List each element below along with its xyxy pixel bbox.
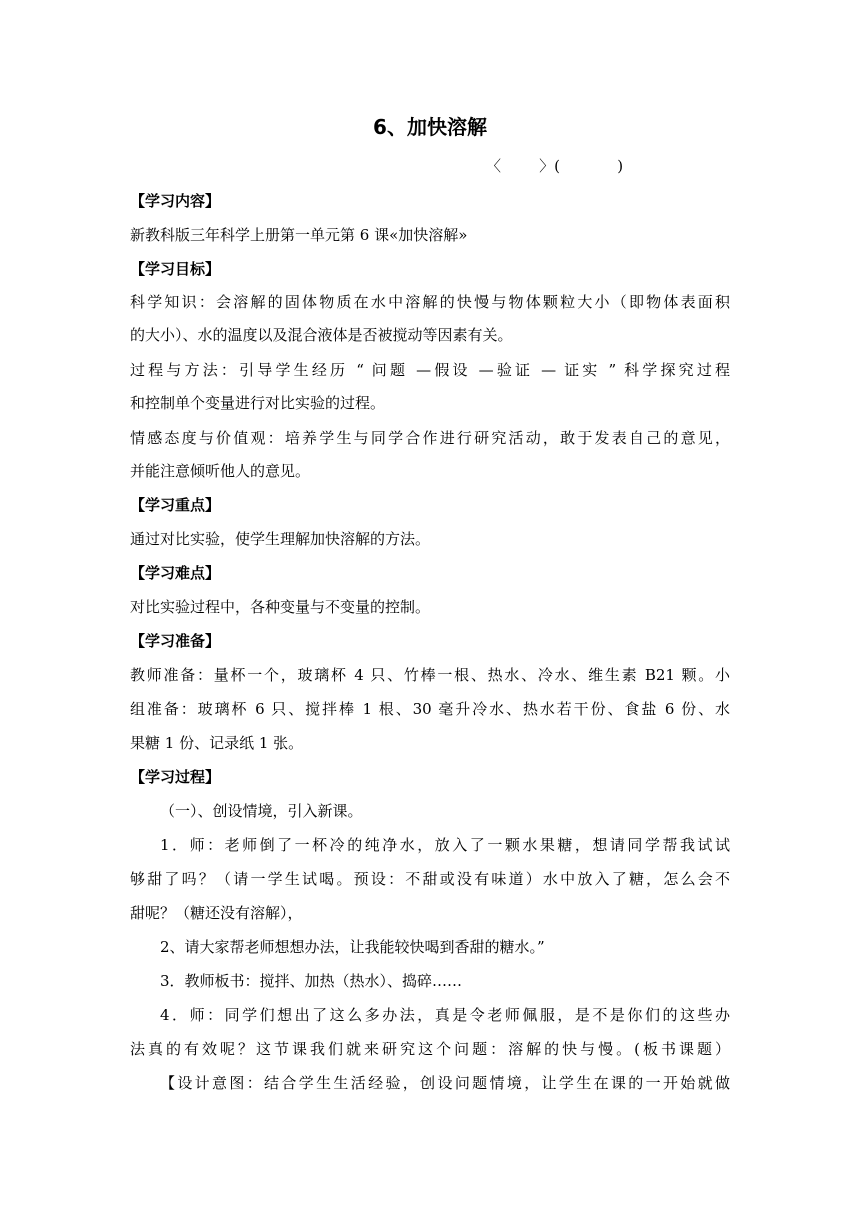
heading-key-points: 【学习重点】 [130, 496, 221, 514]
key-points-text: 通过对比实验，使学生理解加快溶解的方法。 [130, 530, 431, 548]
goals-line: 的大小）、水的温度以及混合液体是否被搅动等因素有关。 [130, 326, 513, 344]
heading-difficulties: 【学习难点】 [130, 564, 221, 582]
class-info-line: 〈 〉( ) [486, 157, 624, 175]
process-line: 够甜了吗？（请一学生试喝。预设：不甜或没有味道）水中放入了糖，怎么会不 [130, 870, 730, 888]
heading-preparation: 【学习准备】 [130, 632, 221, 650]
process-line: 4．师：同学们想出了这么多办法，真是令老师佩服，是不是你们的这些办 [160, 1006, 730, 1024]
heading-goals: 【学习目标】 [130, 260, 221, 278]
goals-line: 过程与方法：引导学生经历 “ 问题 —假设 —验证 — 证实 ” 科学探究过程 [130, 361, 730, 379]
process-line: 1．师：老师倒了一杯冷的纯净水，放入了一颗水果糖，想请同学帮我试试 [160, 836, 730, 854]
preparation-line: 果糖 1 份、记录纸 1 张。 [130, 734, 304, 752]
heading-content: 【学习内容】 [130, 192, 221, 210]
content-text: 新教科版三年科学上册第一单元第 6 课«加快溶解» [130, 226, 468, 244]
goals-line: 情感态度与价值观：培养学生与同学合作进行研究活动，敢于发表自己的意见， [130, 429, 730, 447]
page-title: 6、加快溶解 [373, 115, 487, 139]
heading-process: 【学习过程】 [130, 768, 221, 786]
process-line: 2、请大家帮老师想想办法，让我能较快喝到香甜的糖水。” [160, 938, 545, 956]
goals-line: 并能注意倾听他人的意见。 [130, 462, 311, 480]
process-line: （一）、创设情境，引入新课。 [160, 802, 363, 820]
process-line: 法真的有效呢？这节课我们就来研究这个问题：溶解的快与慢。(板书课题） [130, 1040, 730, 1058]
goals-line: 和控制单个变量进行对比实验的过程。 [130, 394, 386, 412]
difficulties-text: 对比实验过程中，各种变量与不变量的控制。 [130, 598, 431, 616]
preparation-line: 组准备：玻璃杯 6 只、搅拌棒 1 根、30 毫升冷水、热水若干份、食盐 6 份、水 [130, 700, 730, 718]
process-line: 【设计意图：结合学生生活经验，创设问题情境，让学生在课的一开始就做 [160, 1074, 730, 1092]
goals-line: 科学知识：会溶解的固体物质在水中溶解的快慢与物体颗粒大小（即物体表面积 [130, 293, 730, 311]
process-line: 甜呢？（糖还没有溶解）， [130, 904, 303, 922]
preparation-line: 教师准备：量杯一个，玻璃杯 4 只、竹棒一根、热水、冷水、维生素 B21 颗。小 [130, 666, 730, 684]
process-line: 3．教师板书：搅拌、加热（热水）、捣碎…… [160, 972, 463, 990]
